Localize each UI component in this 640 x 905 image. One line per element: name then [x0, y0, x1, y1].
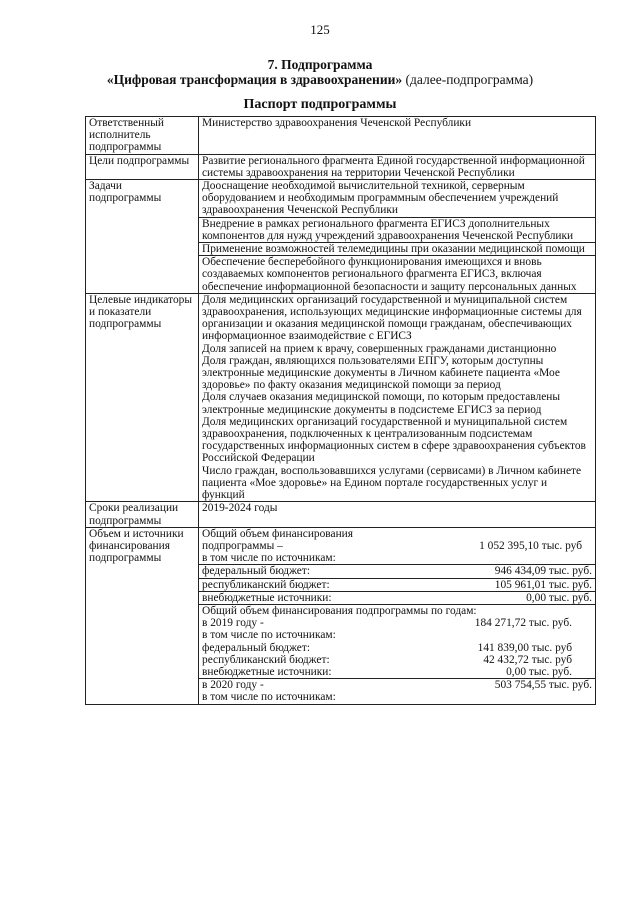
financing-2020-value: 503 754,55 тыс. руб.	[494, 679, 592, 692]
financing-republic-value: 105 961,01 тыс. руб.	[494, 578, 592, 591]
task-item: Обеспечение бесперебойного функционирования имеющихся и вновь создаваемых компонентов регионального фрагмента ЕГИСЗ, включая обеспечение информационной безопасности и защиту персональных данных	[199, 256, 596, 294]
table-row-indicators	[86, 293, 596, 501]
financing-extra-label: внебюджетные источники:	[202, 591, 332, 604]
financing-incl: в том числе по источникам:	[202, 552, 336, 565]
financing-extra-row	[202, 592, 592, 604]
passport-title: Паспорт подпрограммы	[243, 97, 397, 112]
financing-federal-label: федеральный бюджет:	[202, 565, 310, 578]
financing-2020-row	[202, 679, 592, 691]
financing-2019-extra-value: 0,00 тыс. руб.	[506, 665, 572, 678]
table-row-goals	[86, 154, 596, 179]
financing-2019-label: в 2019 году -	[202, 617, 264, 630]
financing-2019-row	[202, 617, 592, 629]
financing-federal-value: 946 434,09 тыс. руб.	[494, 565, 592, 578]
financing-extra-value: 0,00 тыс. руб.	[526, 591, 592, 604]
financing-2020	[199, 679, 596, 704]
financing-2019-republic-row	[202, 654, 592, 666]
financing-federal-row	[202, 565, 592, 577]
table-row-tasks	[86, 180, 596, 218]
financing-2019-federal-label: федеральный бюджет:	[202, 641, 310, 654]
financing-total-value: 1 052 395,10 тыс. руб	[479, 539, 582, 552]
indicators-label: Целевые индикаторы и показатели подпрограммы	[86, 293, 199, 501]
task-item: Применение возможностей телемедицины при оказании медицинской помощи	[199, 243, 596, 256]
financing-2019-extra-row	[202, 666, 592, 678]
financing-total-line1: Общий объем финансирования	[202, 527, 354, 540]
table-row-terms	[86, 502, 596, 527]
executor-label: Ответственный исполнитель подпрограммы	[86, 117, 199, 155]
financing-2019-federal-value: 141 839,00 тыс. руб	[477, 641, 572, 654]
tasks-label: Задачи подпрограммы	[86, 180, 199, 294]
subprogram-name-rest: (далее-подпрограмма)	[402, 72, 534, 87]
indicator-item: Доля граждан, являющихся пользователями ЕПГУ, которым доступны электронные медицинские документы в Личном кабинете пациента «Мое здоровье» по факту оказания медицинской помощи за период	[202, 354, 560, 392]
goals-label: Цели подпрограммы	[86, 154, 199, 179]
financing-extra	[199, 591, 596, 604]
indicator-item: Доля случаев оказания медицинской помощи, по которым предоставлены электронные медицинские документы в подсистеме ЕГИСЗ за период	[202, 391, 560, 416]
financing-2020-incl: в том числе по источникам:	[202, 691, 336, 704]
subprogram-name-bold: «Цифровая трансформация в здравоохранении»	[106, 72, 403, 87]
table-row-financing	[86, 527, 596, 565]
task-item: Внедрение в рамках регионального фрагмента ЕГИСЗ дополнительных компонентов для нужд учреждений здравоохранения Чеченской Республики	[199, 217, 596, 242]
financing-total-line2: подпрограммы –	[202, 539, 283, 552]
financing-republic-label: республиканский бюджет:	[202, 578, 330, 591]
indicators-value	[199, 293, 596, 501]
financing-2019-republic-label: республиканский бюджет:	[202, 653, 330, 666]
financing-total-row	[202, 540, 592, 552]
financing-2020-label: в 2020 году -	[202, 679, 264, 692]
subprogram-name	[0, 72, 640, 87]
financing-republic	[199, 578, 596, 591]
task-item: Дооснащение необходимой вычислительной техникой, серверным оборудованием и необходимым программным обеспечением учреждений здравоохранения Чеченской Республики	[199, 180, 596, 218]
table-row-executor	[86, 117, 596, 155]
financing-total	[199, 527, 596, 565]
indicator-item: Доля медицинских организаций государственной и муниципальной систем здравоохранения, подключенных к централизованным подсистемам государственных информационных систем в сфере здравоохранения субъектов Российской Федерации	[202, 415, 586, 465]
indicator-item: Доля записей на прием к врачу, совершенных гражданами дистанционно	[202, 342, 557, 355]
financing-2019-incl: в том числе по источникам:	[202, 629, 336, 642]
financing-2019-republic-value: 42 432,72 тыс. руб	[483, 653, 572, 666]
executor-value: Министерство здравоохранения Чеченской Республики	[199, 117, 596, 155]
terms-label: Сроки реализации подпрограммы	[86, 502, 199, 527]
passport-table	[85, 116, 596, 705]
financing-label: Объем и источники финансирования подпрограммы	[86, 527, 199, 704]
goals-value: Развитие регионального фрагмента Единой государственной информационной системы здравоохранения на территории Чеченской Республики	[199, 154, 596, 179]
indicator-item: Число граждан, воспользовавшихся услугами (сервисами) в Личном кабинете пациента «Мое здоровье» на Едином портале государственных услуг и функций	[202, 464, 582, 502]
financing-2019-extra-label: внебюджетные источники:	[202, 665, 332, 678]
financing-2019-federal-row	[202, 642, 592, 654]
subprogram-number-title: 7. Подпрограмма	[267, 57, 373, 72]
financing-by-years-title: Общий объем финансирования подпрограммы по годам:	[202, 604, 477, 617]
financing-by-years	[199, 604, 596, 678]
terms-value: 2019-2024 годы	[199, 502, 596, 527]
indicator-item: Доля медицинских организаций государственной и муниципальной систем здравоохранения, использующих медицинские информационные системы для организации и оказания медицинской помощи гражданам, обеспечивающих информационное взаимодействие с ЕГИСЗ	[202, 293, 582, 343]
financing-2019-value: 184 271,72 тыс. руб.	[474, 617, 572, 630]
financing-republic-row	[202, 579, 592, 591]
page-number: 125	[310, 22, 330, 37]
financing-federal	[199, 565, 596, 578]
